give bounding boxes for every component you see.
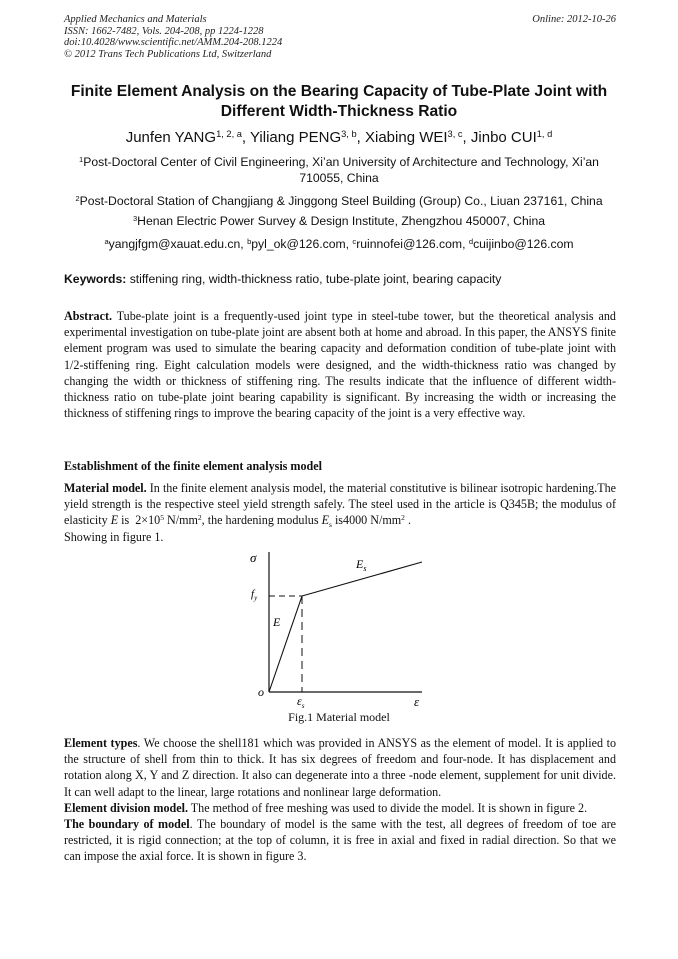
material-model-figure: [240, 548, 440, 710]
author-1: Junfen YANG$^{1, 2, a}$,: [125, 128, 250, 146]
element-division-paragraph: Element division model. The method of free meshing was used to divide the model. It is shown in figure 2.: [64, 800, 588, 815]
element-types-label: Element types: [64, 736, 138, 750]
author-2: Yiliang PENG$^{3, b}$,: [249, 128, 365, 146]
abstract: [64, 308, 616, 421]
doi-line: doi:10.4028/www.scientific.net/AMM.204-208.1224: [64, 37, 283, 48]
affiliation-1: $^1$Post-Doctoral Center of Civil Engineering, Xi’an University of Architecture and Technology, Xi’an 710055, China: [79, 154, 599, 185]
issn-line: ISSN: 1662-7482, Vols. 204-208, pp 1224-1228: [64, 25, 264, 37]
abstract-text: Tube-plate joint is a frequently-used joint type in steel-tube tower, but the theoretical analysis and experimental investigation on tube-plate joint are absent both at home and abroad. In this paper, the ANSYS finite element program was used to simulate the bearing capacity and deformation condition of tube-plate joint with 1/2-stiffening ring. Eight calculation models were designed, and the width-thickness ratio was changed by changing the width or thickness of stiffening ring. The results indicate that the influence of different width-thickness ratio on tube-plate joint bearing capability is significant. By increasing the width or increasing the thickness of stiffening rings to improve the bearing capacity of the joint is a very effective way.: [64, 309, 616, 421]
keywords-label: Keywords:: [64, 272, 127, 286]
email-link[interactable]: yangjfgm@xauat.edu.cn: [108, 237, 241, 251]
body-paragraphs: [64, 735, 616, 865]
email-link[interactable]: cuijinbo@126.com: [473, 237, 574, 251]
element-division-label: Element division model.: [64, 800, 188, 815]
affiliation-2: $^2$Post-Doctoral Station of Changjiang & Jinggong Steel Building (Group) Co., Liuan 237161, China: [75, 193, 603, 208]
origin-label: o: [258, 685, 264, 699]
material-model-paragraph: Material model. In the finite element analysis model, the material constitutive is bilinear isotropic hardening.The yield strength is the respective steel yield strength safely. The steel used in the article is Q345B; the modulus of elasticity E is $2\times 10^5$ $N/mm^2$, the hardening modulus $E_s$ is4000 $N/mm^2$ . Showing in figure 1.: [64, 481, 616, 544]
fy-label: $f_y$: [251, 588, 258, 602]
copyright-line: © 2012 Trans Tech Publications Ltd, Switzerland: [64, 48, 272, 60]
strain-label: ε: [414, 694, 420, 709]
email-link[interactable]: pyl_ok@126.com: [251, 237, 346, 251]
journal-name: Applied Mechanics and Materials: [64, 14, 207, 25]
hardening-modulus-value: 4000 $N/mm^2$: [343, 513, 405, 528]
author-4: Jinbo CUI$^{1, d}$: [470, 128, 553, 146]
elastic-segment: [269, 596, 302, 692]
hardening-modulus-label: $E_s$: [356, 557, 367, 573]
online-date: Online: 2012-10-26: [532, 14, 616, 25]
figure-caption: Fig.1 Material model: [288, 710, 390, 724]
element-types-paragraph: Element types. We choose the shell181 which was provided in ANSYS as the element of model. It is applied to the structure of shell from thin to thick. It has six degrees of freedom and four-node. It has displacement and rotation along X, Y and Z direction. It also can degenerate into a three -node element, supplement for unit divide. It can well adapt to the linear, large rotations and nonlinear large deformation.: [64, 736, 616, 799]
material-model-label: Material model.: [64, 481, 147, 495]
yield-strain-label: $\varepsilon_s$: [297, 694, 305, 710]
paper-title: Finite Element Analysis on the Bearing Capacity of Tube-Plate Joint with Different Width-Thickness Ratio: [70, 83, 608, 120]
elastic-modulus-label: E: [273, 615, 281, 629]
author-3: Xiabing WEI$^{3, c}$,: [365, 128, 471, 146]
affiliation-3: $^3$Henan Electric Power Survey & Design Institute, Zhengzhou 450007, China: [132, 213, 546, 228]
elastic-modulus-value: $2\times 10^5$ $N/mm^2$: [135, 513, 202, 528]
abstract-label: Abstract.: [64, 309, 113, 323]
author-list: [30, 128, 648, 148]
keywords-text: stiffening ring, width-thickness ratio, tube-plate joint, bearing capacity: [129, 272, 502, 286]
section-heading: Establishment of the finite element analysis model: [64, 459, 322, 473]
boundary-label: The boundary of model: [64, 817, 190, 832]
boundary-paragraph: The boundary of model. The boundary of model is the same with the test, all degrees of freedom of toe are restricted, it is rigid connection; at the top of column, it is free in axial and fixed in radial direction. So that we can impose the axial force. It is shown in figure 3.: [64, 817, 617, 864]
sigma-label: σ: [250, 550, 257, 565]
email-link[interactable]: ruinnofei@126.com: [356, 237, 463, 251]
email-list: $^a$yangjfgm@xauat.edu.cn, $^b$pyl_ok@126.com, $^c$ruinnofei@126.com, $^d$cuijinbo@126.com: [104, 236, 574, 251]
keywords: [64, 271, 624, 287]
journal-header: [64, 14, 616, 60]
